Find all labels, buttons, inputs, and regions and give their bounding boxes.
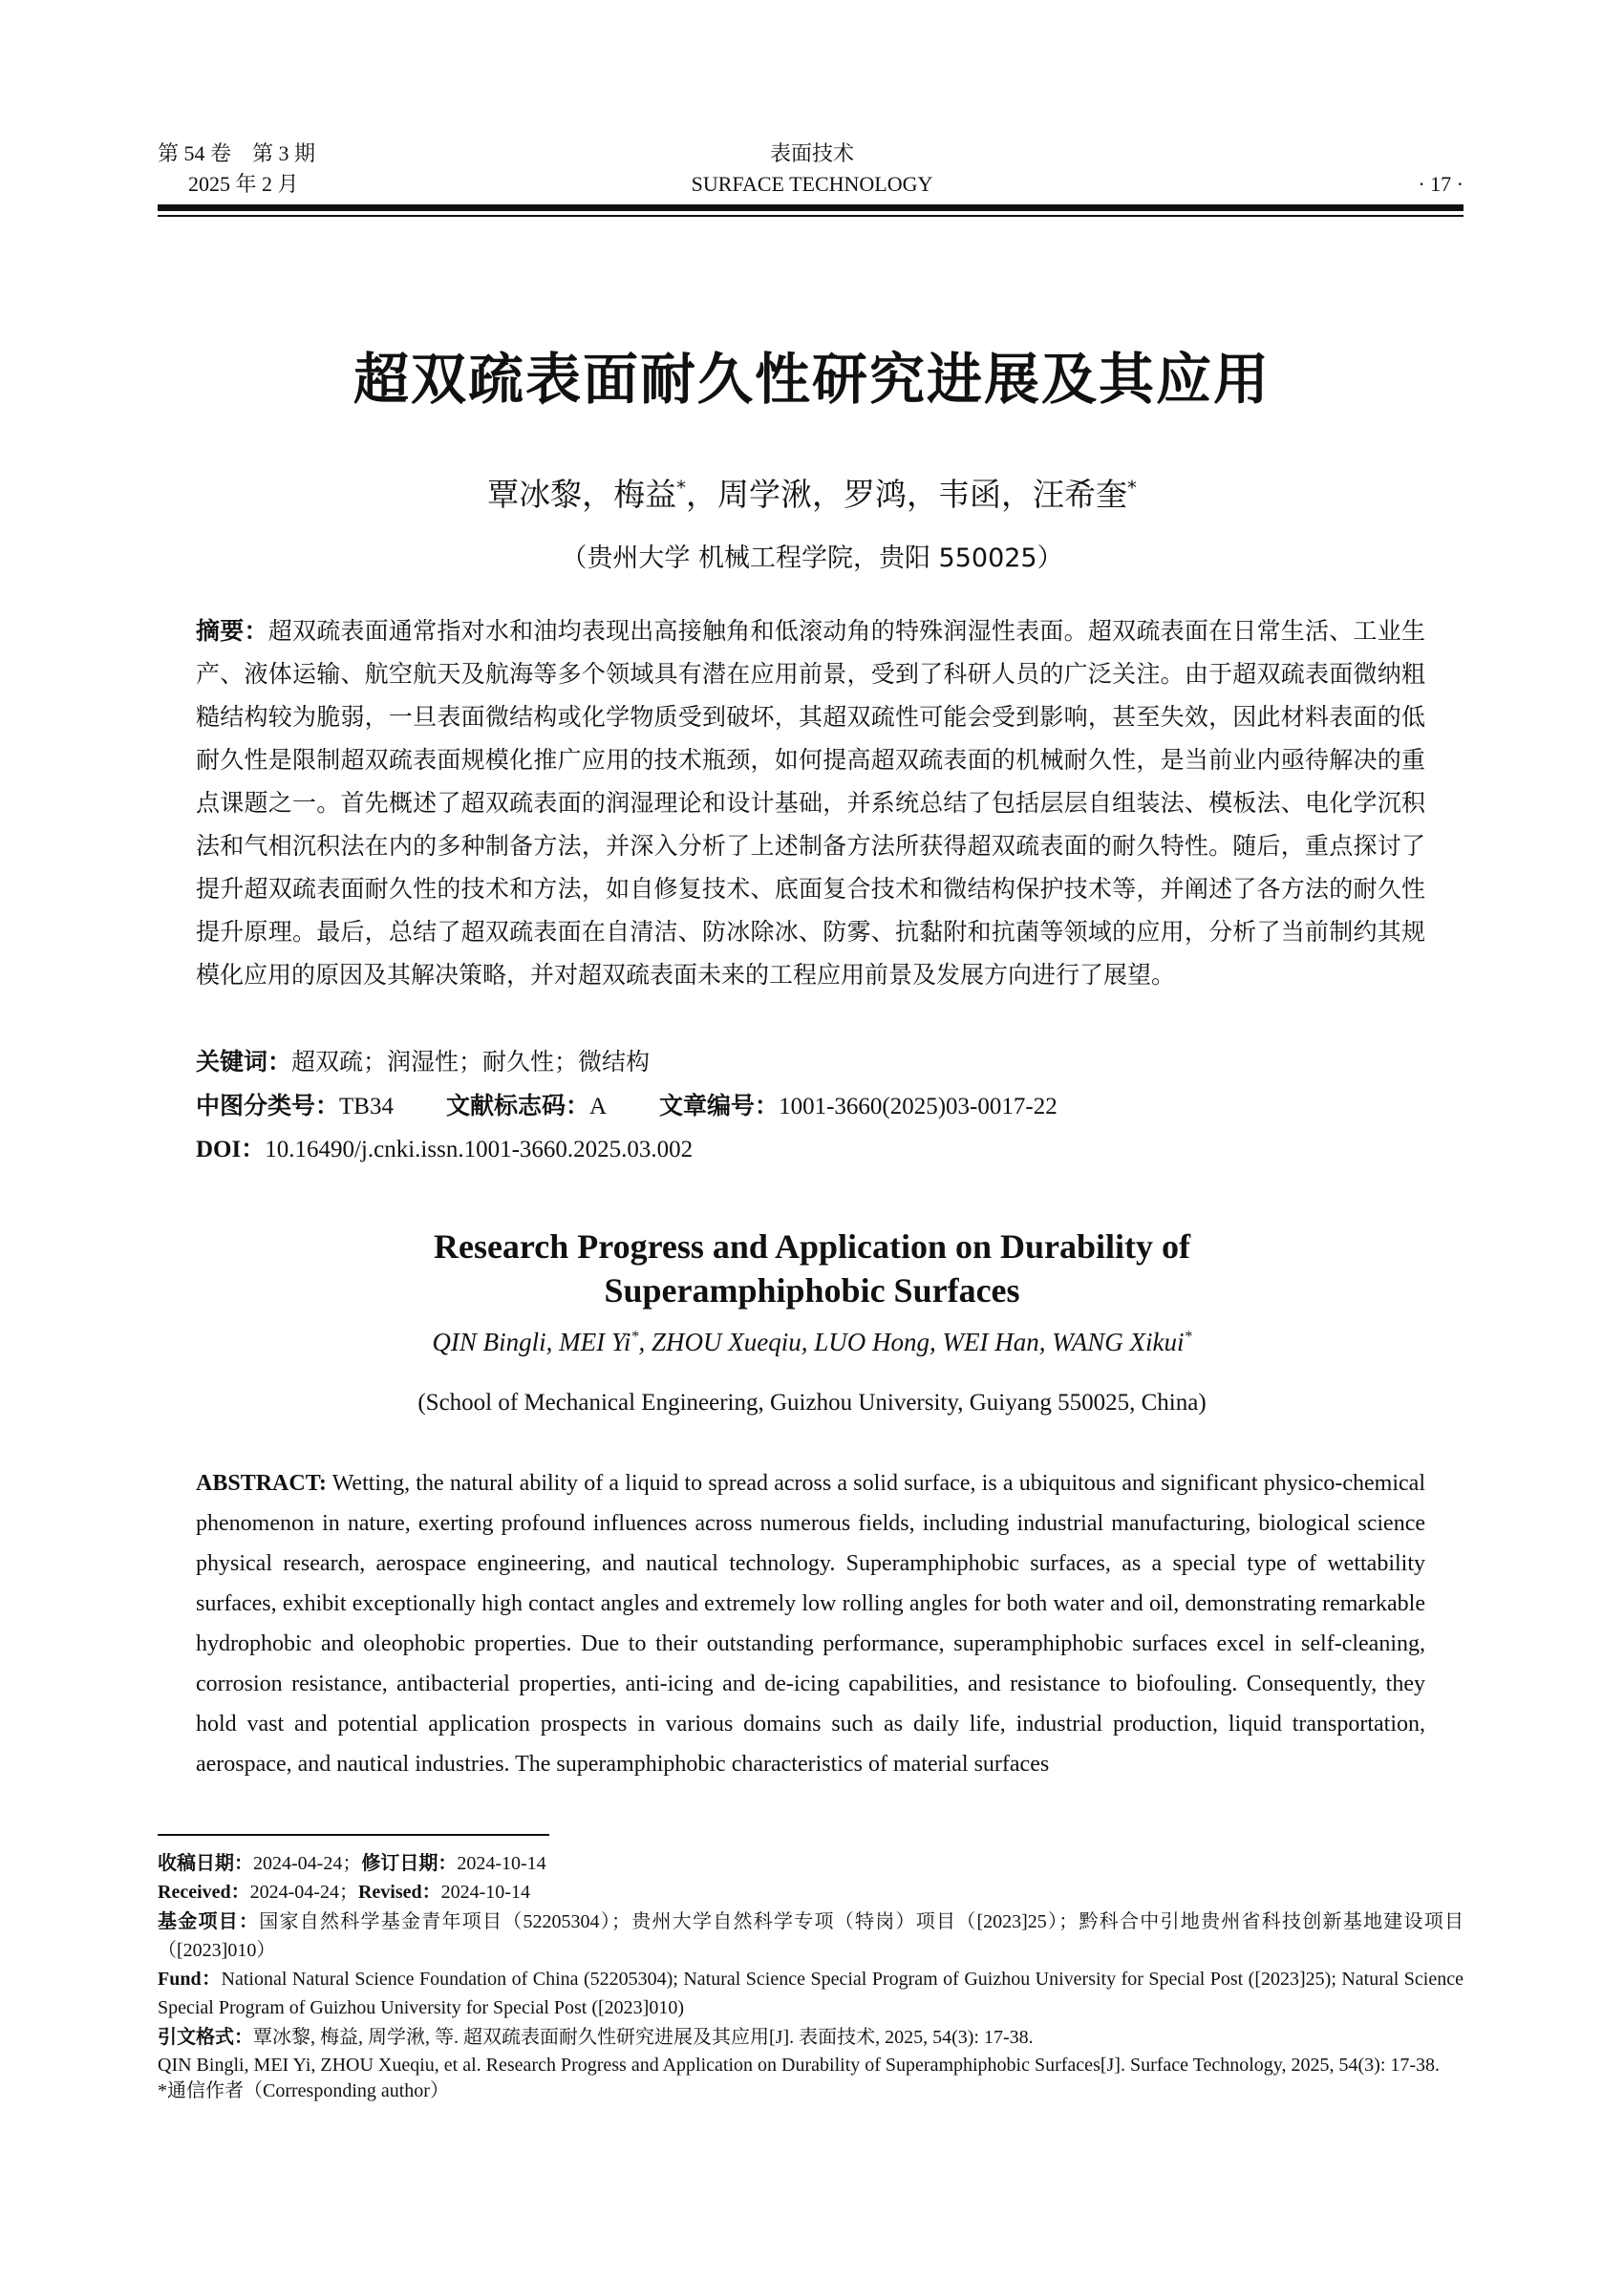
author-separator: ， bbox=[907, 476, 938, 513]
issue-date: 2025 年 2 月 bbox=[188, 172, 299, 196]
affiliation-en: (School of Mechanical Engineering, Guizhou University, Guiyang 550025, China) bbox=[417, 1390, 1207, 1416]
abstract-label-zh: 摘要： bbox=[196, 617, 268, 645]
received-en-label: Received： bbox=[158, 1882, 250, 1903]
doc-code-label: 文献标志码： bbox=[445, 1092, 589, 1119]
en-author-name: WANG Xikui bbox=[1052, 1328, 1185, 1356]
doi-label: DOI： bbox=[196, 1137, 266, 1162]
keywords-label: 关键词： bbox=[196, 1048, 292, 1076]
doi-line bbox=[196, 1131, 693, 1169]
journal-name-en: SURFACE TECHNOLOGY bbox=[691, 172, 933, 196]
article-no-label: 文章编号： bbox=[659, 1092, 780, 1119]
author-separator: , bbox=[638, 1328, 652, 1356]
classification-line bbox=[196, 1087, 1058, 1126]
en-author-name: WEI Han bbox=[942, 1328, 1039, 1356]
running-header-left bbox=[158, 139, 315, 200]
journal-name-zh: 表面技术 bbox=[769, 141, 854, 165]
revised-zh-date: 2024-10-14 bbox=[457, 1853, 546, 1874]
footnote-citation-en: QIN Bingli, MEI Yi, ZHOU Xueqiu, et al. Research Progress and Application on Durability of Superamphiphobic Surfaces[J]. Surface Technology, 2025, 54(3): 17-38. bbox=[158, 2055, 1441, 2076]
footnote-rule bbox=[158, 1834, 549, 1836]
affiliation-zh: （贵州大学 机械工程学院，贵阳 550025） bbox=[561, 543, 1063, 573]
en-author-name: MEI Yi bbox=[559, 1328, 631, 1356]
abstract-label-en: ABSTRACT: bbox=[196, 1471, 327, 1496]
author-list-en bbox=[0, 1328, 1624, 1357]
en-author-name: ZHOU Xueqiu bbox=[651, 1328, 801, 1356]
fund-en-label: Fund： bbox=[158, 1969, 222, 1990]
received-en-date: 2024-04-24； bbox=[249, 1882, 358, 1903]
cite-zh-text: 覃冰黎, 梅益, 周学湫, 等. 超双疏表面耐久性研究进展及其应用[J]. 表面技术, 2025, 54(3): 17-38. bbox=[253, 2027, 1034, 2048]
doc-code-value: A bbox=[588, 1094, 608, 1119]
zh-author-name: 汪希奎 bbox=[1033, 476, 1127, 513]
revised-en-label: Revised： bbox=[357, 1882, 441, 1903]
author-separator: ， bbox=[686, 476, 717, 513]
received-zh-date: 2024-04-24； bbox=[253, 1853, 362, 1874]
footnote-corresponding: *通信作者（Corresponding author） bbox=[158, 2080, 449, 2101]
author-list-zh bbox=[0, 470, 1624, 515]
abstract-en bbox=[196, 1463, 1425, 1784]
paper-title-en-line1: Research Progress and Application on Durability of bbox=[433, 1227, 1191, 1266]
volume-issue: 第 54 卷 第 3 期 bbox=[158, 141, 316, 165]
zh-author-name: 周学湫 bbox=[717, 476, 812, 513]
keywords-text: 超双疏；润湿性；耐久性；微结构 bbox=[291, 1050, 651, 1076]
en-author-name: LUO Hong bbox=[814, 1328, 930, 1356]
article-no-value: 1001-3660(2025)03-0017-22 bbox=[779, 1094, 1058, 1119]
footnotes bbox=[158, 1848, 1464, 2105]
author-separator: , bbox=[1038, 1328, 1053, 1356]
keywords-line bbox=[196, 1043, 650, 1082]
abstract-zh bbox=[196, 609, 1425, 997]
en-author-name: QIN Bingli bbox=[432, 1328, 546, 1356]
zh-author-name: 覃冰黎 bbox=[487, 476, 583, 513]
running-header-center bbox=[573, 139, 1051, 200]
fund-zh-text: 国家自然科学基金青年项目（52205304）；贵州大学自然科学专项（特岗）项目（[2023]25）；黔科合中引地贵州省科技创新基地建设项目（[2023]010） bbox=[158, 1911, 1464, 1961]
abstract-text-zh: 超双疏表面通常指对水和油均表现出高接触角和低滚动角的特殊润湿性表面。超双疏表面在日常生活、工业生产、液体运输、航空航天及航海等多个领域具有潜在应用前景，受到了科研人员的广泛关注。由于超双疏表面微纳粗糙结构较为脆弱，一旦表面微结构或化学物质受到破坏，其超双疏性可能会受到影响，甚至失效，因此材料表面的低耐久性是限制超双疏表面规模化推广应用的技术瓶颈，如何提高超双疏表面的机械耐久性，是当前业内亟待解决的重点课题之一。首先概述了超双疏表面的润湿理论和设计基础，并系统总结了包括层层自组装法、模板法、电化学沉积法和气相沉积法在内的多种制备方法，并深入分析了上述制备方法所获得超双疏表面的耐久特性。随后，重点探讨了提升超双疏表面耐久性的技术和方法，如自修复技术、底面复合技术和微结构保护技术等，并阐述了各方法的耐久性提升原理。最后，总结了超双疏表面在自清洁、防冰除冰、防雾、抗黏附和抗菌等领域的应用，分析了当前制约其规模化应用的原因及其解决策略，并对超双疏表面未来的工程应用前景及发展方向进行了展望。 bbox=[196, 619, 1425, 989]
author-separator: ， bbox=[1001, 476, 1033, 513]
author-separator: , bbox=[545, 1328, 560, 1356]
cite-zh-label: 引文格式： bbox=[158, 2025, 253, 2048]
paper-title-zh: 超双疏表面耐久性研究进展及其应用 bbox=[353, 347, 1271, 412]
author-separator: , bbox=[801, 1328, 815, 1356]
header-rule-thick bbox=[158, 204, 1464, 211]
header-rule-thin bbox=[158, 215, 1464, 217]
corresponding-mark: * bbox=[676, 477, 686, 499]
fund-zh-label: 基金项目： bbox=[158, 1909, 260, 1932]
footnote-fund-en bbox=[158, 1965, 1464, 2022]
abstract-text-en: Wetting, the natural ability of a liquid to spread across a solid surface, is a ubiquitous and significant physico-chemical phenomenon in nature, exerting profound influences across numerous fields, including industrial manufacturing, biological science physical research, aerospace engineering, and nautical technology. Superamphiphobic surfaces, as a special type of wettability surfaces, exhibit exceptionally high contact angles and extremely low rolling angles for both water and oil, demonstrating remarkable hydrophobic and oleophobic properties. Due to their outstanding performance, superamphiphobic surfaces excel in self-cleaning, corrosion resistance, antibacterial properties, anti-icing and de-icing capabilities, and resistance to biofouling. Consequently, they hold vast and potential application prospects in various domains such as daily life, industrial production, liquid transportation, aerospace, and nautical industries. The superamphiphobic characteristics of material surfaces bbox=[196, 1471, 1425, 1777]
doi-link[interactable]: 10.16490/j.cnki.issn.1001-3660.2025.03.002 bbox=[265, 1137, 694, 1162]
footnote-fund-zh bbox=[158, 1907, 1464, 1965]
corresponding-mark: * bbox=[1127, 477, 1137, 499]
clc-value: TB34 bbox=[339, 1094, 394, 1119]
author-separator: , bbox=[929, 1328, 943, 1356]
page-number: · 17 · bbox=[1418, 172, 1464, 196]
revised-en-date: 2024-10-14 bbox=[440, 1882, 530, 1903]
clc-label: 中图分类号： bbox=[196, 1092, 340, 1119]
author-separator: ， bbox=[812, 476, 844, 513]
zh-author-name: 梅益 bbox=[613, 476, 677, 513]
paper-title-en-line2: Superamphiphobic Surfaces bbox=[604, 1271, 1020, 1310]
received-zh-label: 收稿日期： bbox=[158, 1851, 253, 1874]
author-separator: ， bbox=[582, 476, 614, 513]
corresponding-mark: * bbox=[1184, 1328, 1192, 1345]
zh-author-name: 罗鸿 bbox=[844, 476, 907, 513]
corresponding-mark: * bbox=[630, 1328, 639, 1345]
revised-zh-label: 修订日期： bbox=[361, 1851, 458, 1874]
footnote-citation-zh bbox=[158, 2022, 1464, 2052]
fund-en-text: National Natural Science Foundation of China (52205304); Natural Science Special Program of Guizhou University for Special Post ([2023]25); Natural Science Special Program of Guizhou University for Special Post ([2023]010) bbox=[158, 1969, 1464, 2018]
zh-author-name: 韦函 bbox=[938, 476, 1001, 513]
footnote-dates-zh bbox=[158, 1848, 1464, 1878]
footnote-dates-en bbox=[158, 1878, 1464, 1907]
paper-title-en bbox=[0, 1225, 1624, 1312]
